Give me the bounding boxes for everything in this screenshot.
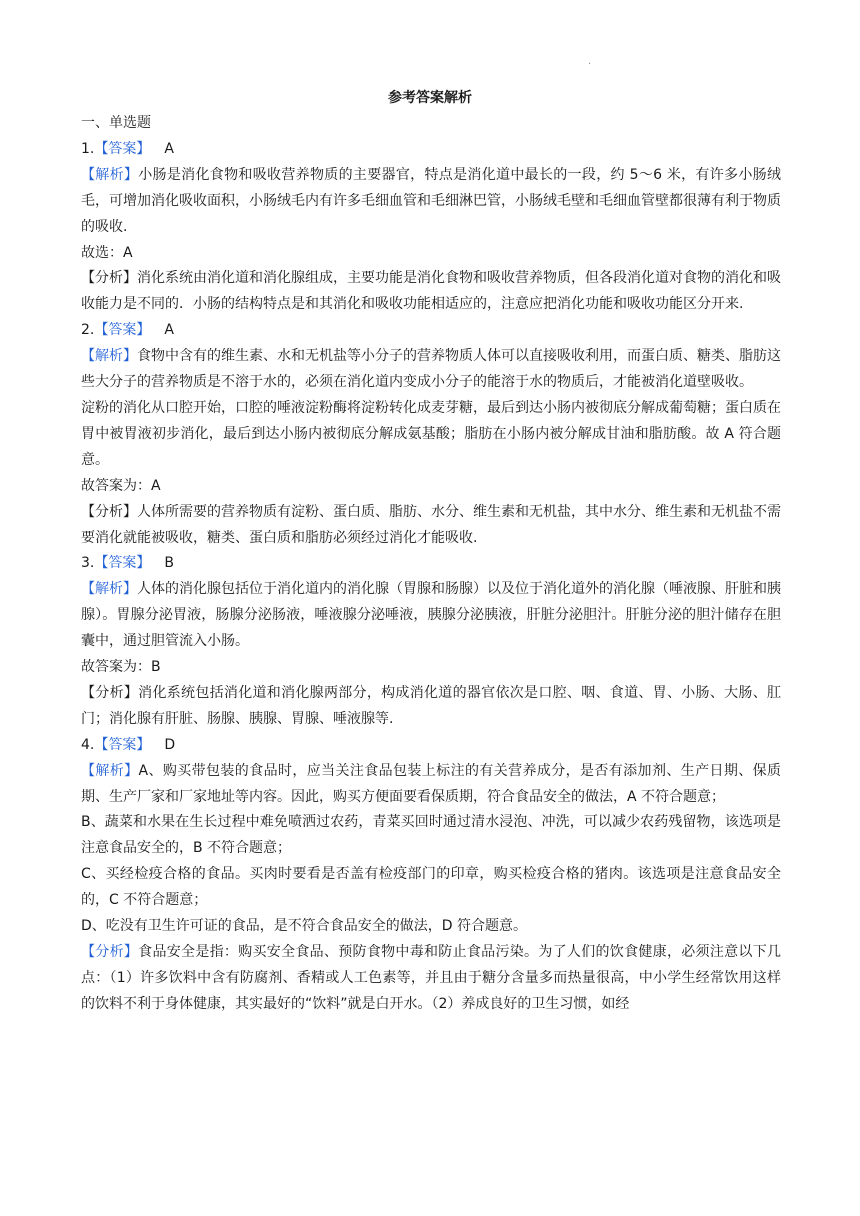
q3-answer-line: [81, 551, 781, 577]
q3-analysis: [81, 681, 781, 733]
q4-answer: D: [164, 736, 176, 753]
explanation-tag: 【解析】: [81, 166, 139, 183]
header-mark: .: [588, 56, 592, 67]
q2-number: 2.: [81, 322, 95, 339]
q3-conclusion: 故答案为：B: [81, 659, 161, 676]
section-heading: 一、单选题: [81, 115, 151, 131]
q1-analysis: [81, 266, 781, 318]
explanation-tag: 【解析】: [81, 762, 139, 779]
analysis-tag: 【分析】: [81, 270, 137, 287]
answer-tag: 【答案】: [94, 322, 151, 339]
q4-answer-line: [81, 733, 781, 759]
explanation-tag: 【解析】: [81, 581, 137, 598]
q3-analysis-text: 消化系统包括消化道和消化腺两部分，构成消化道的器官依次是口腔、咽、食道、胃、小肠、大肠、肛门；消化腺有肝脏、肠腺、胰腺、胃腺、唾液腺等.: [81, 684, 782, 727]
explanation-tag: 【解析】: [81, 348, 137, 365]
answer-tag: 【答案】: [94, 555, 151, 572]
q1-explanation-text: 小肠是消化食物和吸收营养物质的主要器官，特点是消化道中最长的一段，约 5～6 米，有许多小肠绒毛，可增加消化吸收面积，小肠绒毛内有许多毛细血管和毛细淋巴管，小肠绒毛壁和毛细血管壁都很薄有利于物质的吸收.: [81, 166, 781, 235]
q2-analysis-text: 人体所需要的营养物质有淀粉、蛋白质、脂肪、水分、维生素和无机盐，其中水分、维生素和无机盐不需要消化就能被吸收，糖类、蛋白质和脂肪必须经过消化才能吸收.: [81, 503, 781, 546]
q4-number: 4.: [81, 736, 95, 753]
q4-option-c: C、买经检疫合格的食品。买肉时要看是否盖有检疫部门的印章，购买检疫合格的猪肉。该选项是注意食品安全的，C 不符合题意；: [81, 866, 781, 909]
q1-answer-line: [81, 137, 781, 163]
q2-conclusion: 故答案为：A: [81, 477, 161, 494]
analysis-tag: 【分析】: [81, 944, 139, 960]
q2-explanation-2: 淀粉的消化从口腔开始，口腔的唾液淀粉酶将淀粉转化成麦芽糖，最后到达小肠内被彻底分解成葡萄糖；蛋白质在胃中被胃液初步消化，最后到达小肠内被彻底分解成氨基酸；脂肪在小肠内被分解成甘油和脂肪酸。故 A 符合题意。: [81, 399, 781, 468]
q1-conclusion: 故选：A: [81, 244, 133, 261]
q4-option-d: D、吃没有卫生许可证的食品，是不符合食品安全的做法，D 符合题意。: [81, 918, 528, 935]
q1-explanation: [81, 163, 781, 241]
q4-explanation-text: A、购买带包装的食品时，应当关注食品包装上标注的有关营养成分，是否有添加剂、生产日期、保质期、生产厂家和厂家地址等内容。因此，购买方便面要看保质期，符合食品安全的做法，A 不符合题意；: [81, 762, 782, 805]
q2-answer-line: [81, 318, 781, 344]
q3-answer: B: [164, 555, 174, 572]
q2-answer: A: [164, 322, 174, 339]
answer-content: [81, 111, 781, 1018]
q3-explanation: [81, 577, 781, 655]
q4-analysis-text: 食品安全是指：购买安全食品、预防食物中毒和防止食品污染。为了人们的饮食健康，必须注意以下几点：（1）许多饮料中含有防腐剂、香精或人工色素等，并且由于糖分含量多而热量很高，中小学生经常饮用这样的饮料不利于身体健康，其实最好的“饮料”就是白开水。（2）养成良好的卫生习惯，如经: [81, 944, 782, 1012]
answer-tag: 【答案】: [94, 736, 151, 753]
q2-explanation-text: 食物中含有的维生素、水和无机盐等小分子的营养物质人体可以直接吸收利用，而蛋白质、糖类、脂肪这些大分子的营养物质是不溶于水的，必须在消化道内变成小分子的能溶于水的物质后，才能被消化道壁吸收。: [81, 348, 781, 391]
q4-option-b: B、蔬菜和水果在生长过程中难免喷洒过农药，青菜买回时通过清水浸泡、冲洗，可以减少农药残留物，该选项是注意食品安全的，B 不符合题意；: [81, 814, 781, 857]
q4-analysis: [81, 940, 781, 1018]
analysis-tag: 【分析】: [81, 684, 139, 701]
q1-answer: A: [164, 140, 174, 157]
q1-number: 1.: [81, 140, 95, 157]
analysis-tag: 【分析】: [81, 503, 137, 520]
q4-explanation: [81, 759, 781, 811]
q2-explanation: [81, 344, 781, 396]
q1-analysis-text: 消化系统由消化道和消化腺组成，主要功能是消化食物和吸收营养物质，但各段消化道对食物的消化和吸收能力是不同的．小肠的结构特点是和其消化和吸收功能相适应的，注意应把消化功能和吸收功能区分开来.: [81, 270, 781, 313]
q3-number: 3.: [81, 555, 95, 572]
q3-explanation-text: 人体的消化腺包括位于消化道内的消化腺（胃腺和肠腺）以及位于消化道外的消化腺（唾液腺、肝脏和胰腺）。胃腺分泌胃液，肠腺分泌肠液，唾液腺分泌唾液，胰腺分泌胰液，肝脏分泌胆汁。肝脏分泌的胆汁储存在胆囊中，通过胆管流入小肠。: [81, 581, 781, 650]
answer-tag: 【答案】: [94, 140, 151, 157]
page-title: 参考答案解析: [388, 90, 472, 106]
q2-analysis: [81, 500, 781, 552]
